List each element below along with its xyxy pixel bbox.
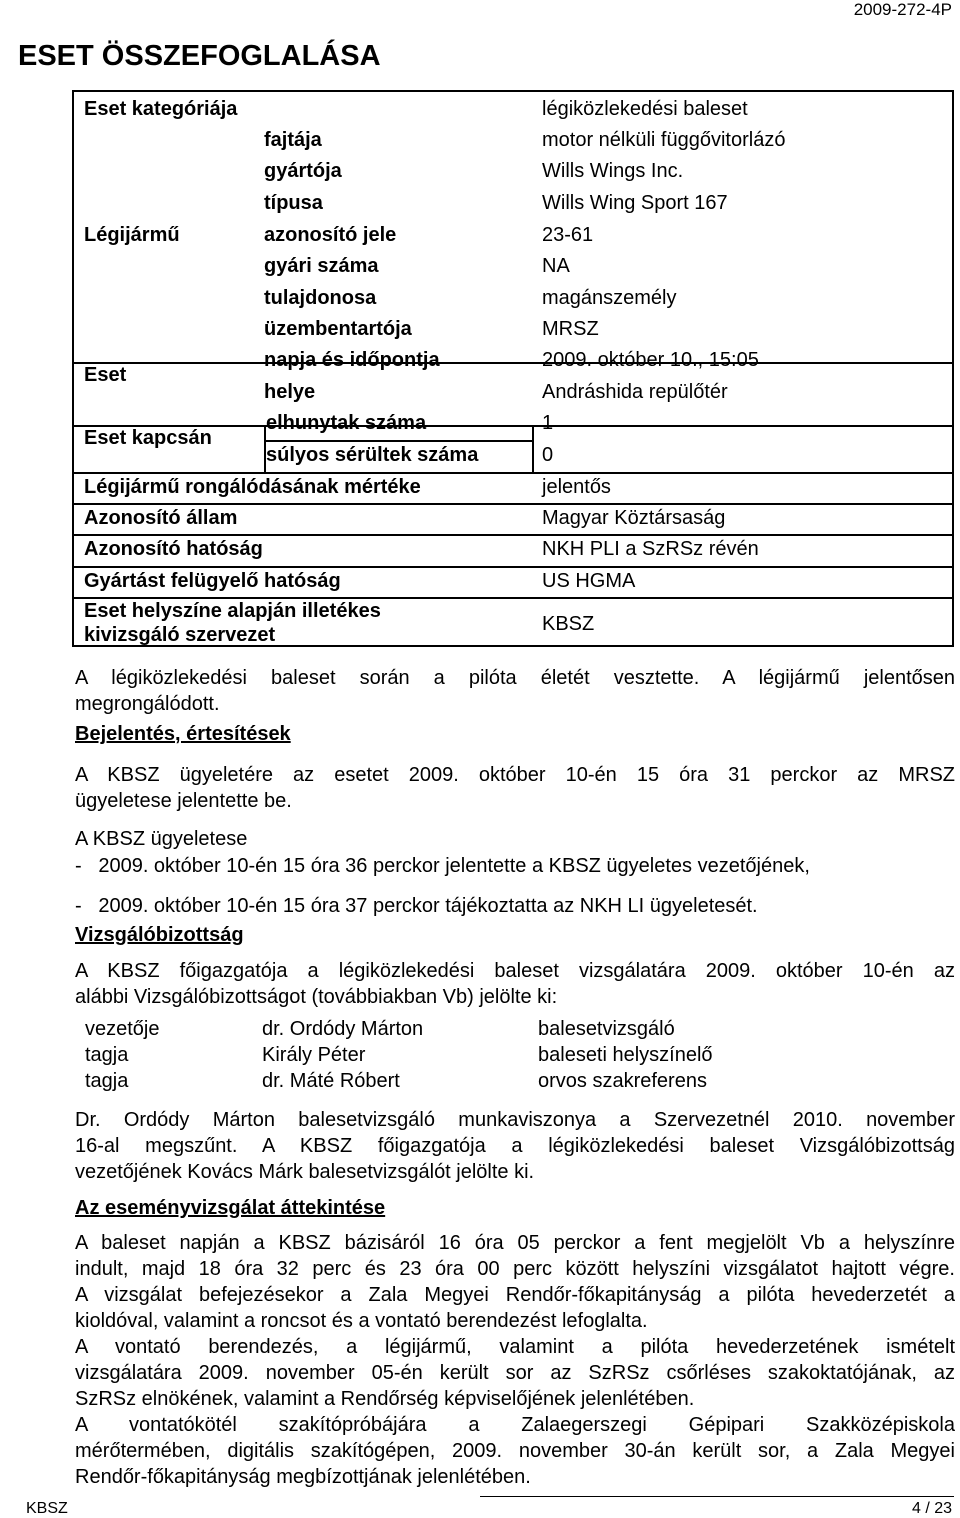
member-role: tagja — [85, 1070, 129, 1092]
authority-label: Azonosító hatóság — [84, 538, 263, 560]
aircraft-field-value: motor nélküli függővitorlázó — [542, 129, 786, 151]
page-title: ESET ÖSSZEFOGLALÁSA — [18, 40, 381, 72]
event-field-label: helye — [264, 381, 316, 403]
member-name: dr. Ordódy Márton — [262, 1018, 424, 1040]
casualty-field-value: 1 — [542, 412, 554, 434]
notification-duty-line: A KBSZ ügyeletese — [75, 828, 248, 850]
member-name: Király Péter — [262, 1044, 366, 1066]
manufacturer-authority-label: Gyártást felügyelő hatóság — [84, 570, 341, 592]
casualty-field-value: 0 — [542, 444, 554, 466]
manufacturer-authority-value: US HGMA — [542, 570, 636, 592]
table-divider — [74, 503, 952, 505]
state-value: Magyar Köztársaság — [542, 507, 726, 529]
overview-line: SzRSz elnökének, valamint a Rendőrség képviselőjének jelenlétében. — [75, 1388, 695, 1410]
member-role: vezetője — [85, 1018, 160, 1040]
committee-change-paragraph: vezetőjének Kovács Márk balesetvizsgálót jelölte ki. — [75, 1161, 535, 1183]
overview-line: vizsgálatára 2009. november 05-én került sor az SzRSz csőrléses szakoktatójának, az — [75, 1362, 955, 1384]
investigator-label: Eset helyszíne alapján illetékes kivizsgáló szervezet — [84, 600, 381, 646]
overview-line: A baleset napján a KBSZ bázisáról 16 óra 05 perckor a fent megjelölt Vb a helyszínre — [75, 1232, 955, 1254]
overview-line: A vizsgálat befejezésekor a Zala Megyei Rendőr-főkapitányság a pilóta hevederzetét a — [75, 1284, 955, 1306]
footer-org: KBSZ — [26, 1500, 68, 1517]
event-field-label: napja és időpontja — [264, 349, 440, 371]
intro-line: A légiközlekedési baleset során a pilóta életét vesztette. A légijármű jelentősen — [75, 667, 955, 689]
table-divider — [74, 472, 952, 474]
committee-change-paragraph: 16-al megszűnt. A KBSZ főigazgatója a légiközlekedési baleset Vizsgálóbizottság — [75, 1135, 955, 1157]
table-divider — [74, 566, 952, 568]
overview-line: mérőtermében, digitális szakítógépen, 2009. november 30-án került sor, a Zala Megyei — [75, 1440, 955, 1462]
aircraft-field-value: Wills Wings Inc. — [542, 160, 684, 182]
aircraft-field-value: Wills Wing Sport 167 — [542, 192, 728, 214]
overview-line: Rendőr-főkapitányság megbízottjának jelenlétében. — [75, 1466, 531, 1488]
authority-value: NKH PLI a SzRSz révén — [542, 538, 759, 560]
committee-heading: Vizsgálóbizottság — [75, 924, 244, 946]
aircraft-field-value: MRSZ — [542, 318, 599, 340]
summary-table — [72, 90, 954, 647]
aircraft-label: Légijármű — [84, 224, 180, 246]
member-function: orvos szakreferens — [538, 1070, 707, 1092]
investigator-value: KBSZ — [542, 613, 595, 635]
event-field-value: 2009. október 10., 15:05 — [542, 349, 759, 371]
member-function: baleseti helyszínelő — [538, 1044, 713, 1066]
table-divider — [74, 534, 952, 536]
category-label: Eset kategóriája — [84, 98, 238, 120]
event-label: Eset — [84, 364, 127, 386]
member-role: tagja — [85, 1044, 129, 1066]
damage-value: jelentős — [542, 476, 611, 498]
aircraft-field-label: azonosító jele — [264, 224, 397, 246]
aircraft-field-value: 23-61 — [542, 224, 594, 246]
overview-line: A vontatókötél szakítópróbájára a Zalaegerszegi Gépipari Szakközépiskola — [75, 1414, 955, 1436]
overview-line: A vontató berendezés, a légijármű, valamint a pilóta hevederzetének ismételt — [75, 1336, 955, 1358]
notification-paragraph: A KBSZ ügyeletére az esetet 2009. október 10-én 15 óra 31 perckor az MRSZ — [75, 764, 955, 786]
casualties-label: Eset kapcsán — [84, 427, 212, 449]
aircraft-field-label: típusa — [264, 192, 323, 214]
table-divider — [532, 425, 534, 472]
notification-paragraph: ügyeletese jelentette be. — [75, 790, 292, 812]
intro-line: megrongálódott. — [75, 693, 220, 715]
footer-rule — [480, 1496, 954, 1497]
casualty-field-label: elhunytak száma — [266, 412, 427, 434]
table-divider — [74, 362, 952, 364]
aircraft-field-label: fajtája — [264, 129, 322, 151]
event-field-value: Andráshida repülőtér — [542, 381, 728, 403]
aircraft-field-label: gyártója — [264, 160, 342, 182]
committee-change-paragraph: Dr. Ordódy Márton balesetvizsgáló munkaviszonya a Szervezetnél 2010. november — [75, 1109, 955, 1131]
notification-list-item: - 2009. október 10-én 15 óra 37 perckor tájékoztatta az NKH LI ügyeletesét. — [75, 895, 758, 917]
state-label: Azonosító állam — [84, 507, 238, 529]
aircraft-field-value: NA — [542, 255, 570, 277]
page-number: 4 / 23 — [911, 1500, 952, 1517]
aircraft-field-value: magánszemély — [542, 287, 677, 309]
overview-line: kioldóval, valamint a roncsot és a vontató berendezést lefoglalta. — [75, 1310, 648, 1332]
aircraft-field-label: tulajdonosa — [264, 287, 377, 309]
document-code: 2009-272-4P — [853, 0, 952, 19]
damage-label: Légijármű rongálódásának mértéke — [84, 476, 421, 498]
aircraft-field-label: gyári száma — [264, 255, 379, 277]
category-value: légiközlekedési baleset — [542, 98, 748, 120]
committee-paragraph: alábbi Vizsgálóbizottságot (továbbiakban Vb) jelölte ki: — [75, 986, 558, 1008]
casualty-field-label: súlyos sérültek száma — [266, 444, 479, 466]
member-function: balesetvizsgáló — [538, 1018, 675, 1040]
notification-list-item: - 2009. október 10-én 15 óra 36 perckor jelentette a KBSZ ügyeletes vezetőjének, — [75, 855, 810, 877]
member-name: dr. Máté Róbert — [262, 1070, 400, 1092]
overview-line: indult, majd 18 óra 32 perc és 23 óra 00 perc között helyszíni vizsgálatot hajtott végre. — [75, 1258, 955, 1280]
committee-paragraph: A KBSZ főigazgatója a légiközlekedési baleset vizsgálatára 2009. október 10-én az — [75, 960, 955, 982]
aircraft-field-label: üzembentartója — [264, 318, 412, 340]
notification-heading: Bejelentés, értesítések — [75, 723, 291, 745]
overview-heading: Az eseményvizsgálat áttekintése — [75, 1197, 386, 1219]
table-divider — [264, 440, 532, 442]
